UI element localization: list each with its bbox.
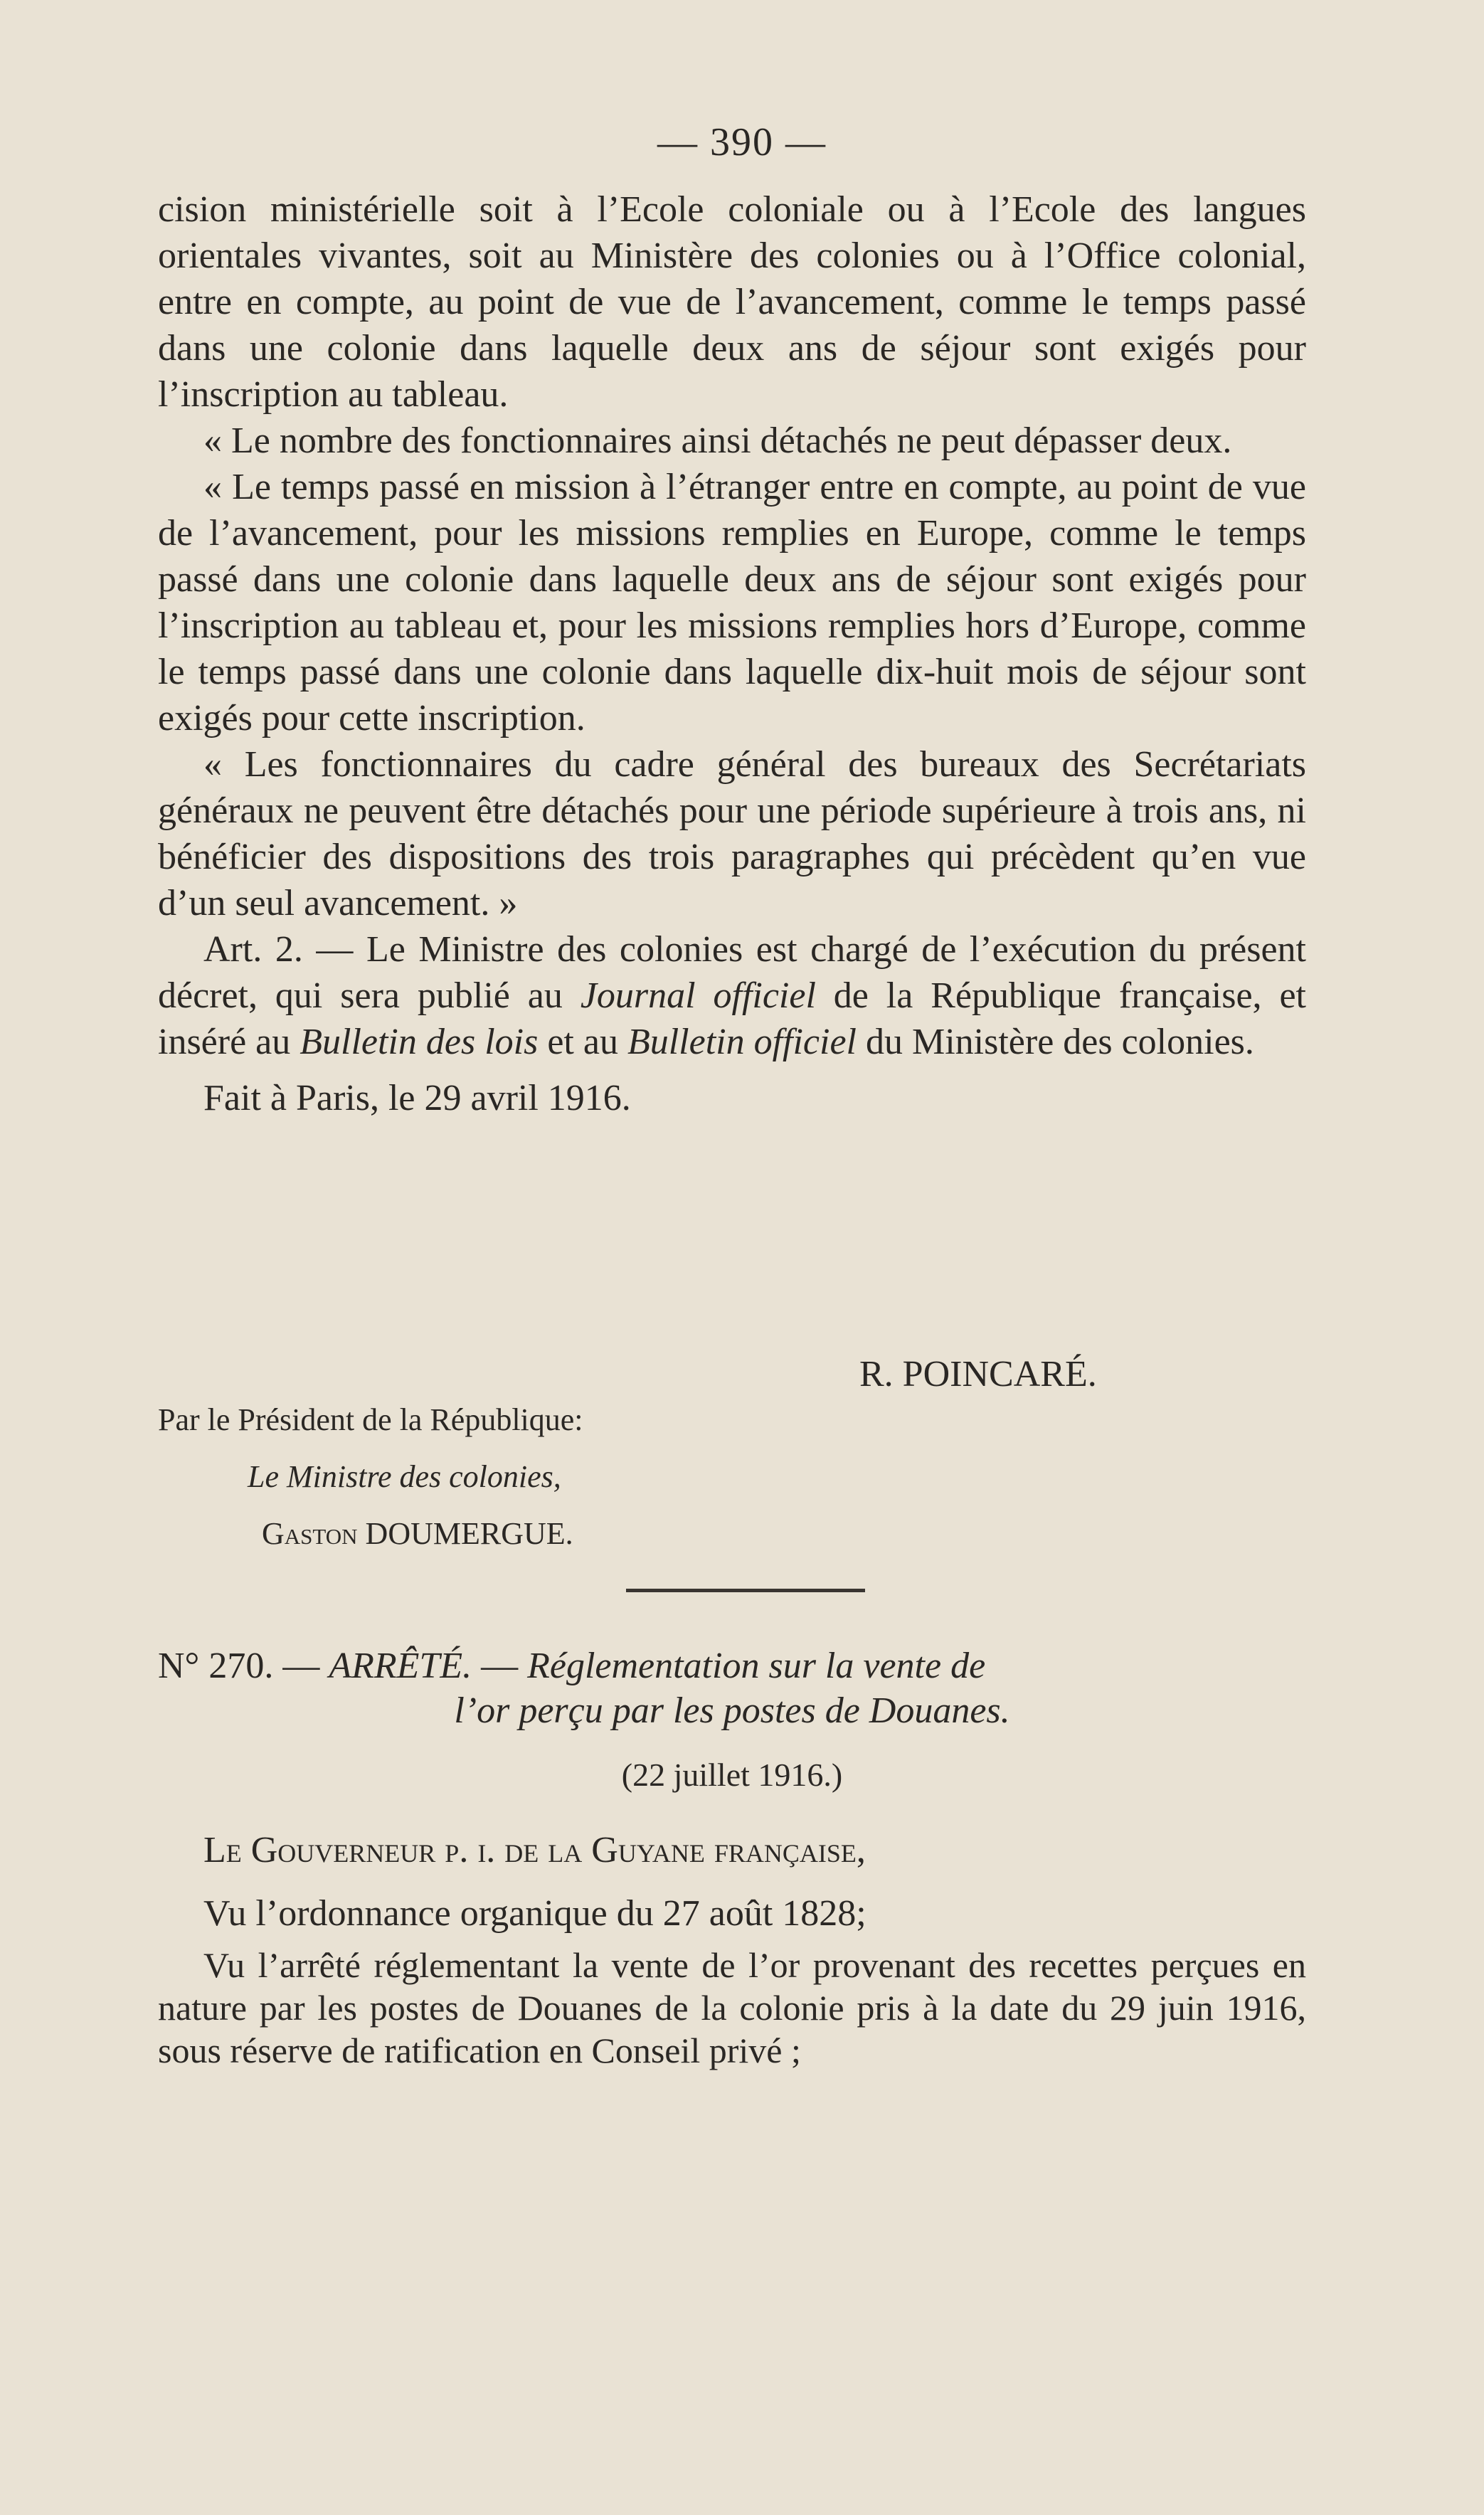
body-text	[158, 186, 1306, 1121]
arrete-body	[158, 1827, 1306, 2072]
section-divider	[626, 1589, 865, 1592]
art2-text-3: et au	[538, 1022, 627, 1062]
par-le-president: Par le Président de la République:	[158, 1402, 583, 1437]
paragraph-2: « Le nombre des fonctionnaires ainsi détachés ne peut dépasser deux.	[203, 420, 1232, 461]
arrete-date: (22 juillet 1916.)	[621, 1757, 843, 1793]
paragraph-3: « Le temps passé en mission à l’étranger entre en compte, au point de vue de l’avancement, pour les missions remplies en Europe, comme le temps passé dans une colonie dans laquelle deux ans de séjour sont exigés pour l’inscription au tableau et, pour les missions remplies hors d’Europe, comme le temps passé dans une colonie dans laquelle dix-huit mois de séjour sont exigés pour cette inscription.	[158, 467, 1306, 738]
vu-ordonnance: Vu l’ordonnance organique du 27 août 1828;	[203, 1893, 866, 1934]
paragraph-1: cision ministérielle soit à l’Ecole coloniale ou à l’Ecole des langues orientales vivantes, soit au Ministère des colonies ou à l’Office colonial, entre en compte, au point de vue de l’avancement, comme le temps passé dans une colonie dans laquelle deux ans de séjour sont exigés pour l’inscription au tableau.	[158, 189, 1306, 415]
paragraph-4: « Les fonctionnaires du cadre général des bureaux des Secrétariats généraux ne peuvent être détachés pour une période supérieure à trois ans, ni bénéficier des dispositions des trois paragraphes qui précèdent qu’en vue d’un seul avancement. »	[158, 744, 1306, 923]
arrete-label: ARRÊTÉ.	[329, 1646, 472, 1686]
gouverneur-line: Le Gouverneur p. i. de la Guyane française,	[203, 1830, 866, 1870]
dash: —	[273, 1646, 329, 1686]
arrete-title-1: Réglementation sur la vente de	[527, 1646, 986, 1686]
art2-text-1: Art. 2. — Le Ministre des colonies est chargé de l’exécution du présent décret, qui sera publié au	[158, 929, 1306, 1016]
dash: —	[472, 1646, 528, 1686]
ministre-des-colonies: Le Ministre des colonies,	[248, 1459, 561, 1494]
arrete-heading	[158, 1645, 1306, 1687]
bulletin-des-lois: Bulletin des lois	[300, 1022, 539, 1062]
page-number: — 390 —	[657, 120, 827, 164]
gaston-doumergue: Gaston DOUMERGUE.	[262, 1516, 573, 1551]
journal-officiel: Journal officiel	[580, 975, 816, 1016]
arrete-title-2: l’or perçu par les postes de Douanes.	[454, 1690, 1010, 1731]
signature-poincare: R. POINCARÉ.	[859, 1354, 1097, 1394]
art2-text-4: du Ministère des colonies.	[856, 1022, 1254, 1062]
bulletin-officiel: Bulletin officiel	[627, 1022, 857, 1062]
vu-arrete: Vu l’arrêté réglementant la vente de l’or provenant des recettes perçues en nature par les postes de Douanes de la colonie pris à la date du 29 juin 1916, sous réserve de ratification en Conseil privé ;	[158, 1945, 1306, 2070]
article-2	[158, 926, 1306, 1065]
art2-text-2: de la République française, et inséré au	[158, 975, 1306, 1062]
arrete-number: N° 270.	[158, 1646, 274, 1686]
fait-a-paris: Fait à Paris, le 29 avril 1916.	[203, 1078, 631, 1118]
